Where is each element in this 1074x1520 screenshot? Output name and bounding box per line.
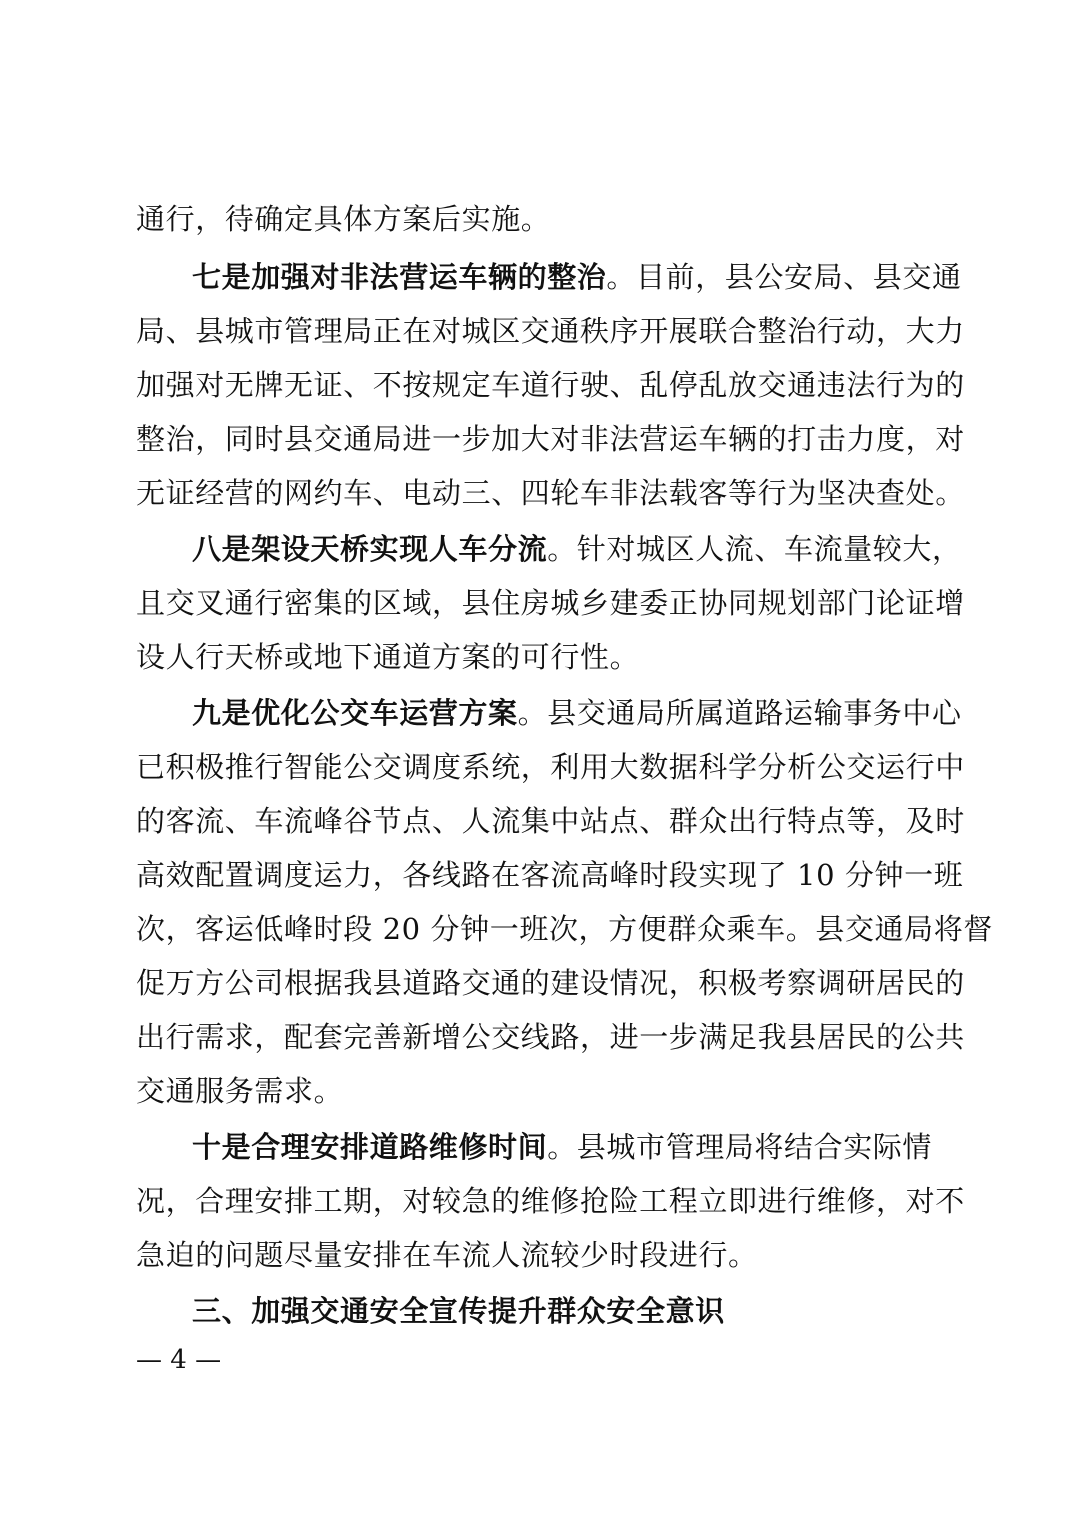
paragraph-lead: 九是优化公交车运营方案 [192,696,518,730]
line-text: 且交叉通行密集的区域，县住房城乡建委正协同规划部门论证增 [136,586,965,620]
body-line [136,1228,936,1282]
body-line [136,848,964,902]
paragraph-lead: 十是合理安排道路维修时间 [192,1130,548,1164]
body-line [136,630,936,684]
body-line [136,358,965,412]
line-text: 设人行天桥或地下通道方案的可行性。 [136,640,640,674]
paragraph-lead: 七是加强对非法营运车辆的整治 [192,260,607,294]
line-text: 况，合理安排工期，对较急的维修抢险工程立即进行维修，对不 [136,1184,965,1218]
line-text: 促万方公司根据我县道路交通的建设情况，积极考察调研居民的 [136,966,965,1000]
body-line [136,412,965,466]
body-line [136,794,965,848]
body-line [136,1010,965,1064]
line-text: 局、县城市管理局正在对城区交通秩序开展联合整治行动，大力 [136,314,965,348]
paragraph-start-line [192,686,962,740]
body-line [136,1174,965,1228]
line-text: 次，客运低峰时段 20 分钟一班次，方便群众乘车。县交通局将督 [136,912,993,946]
line-text: 整治，同时县交通局进一步加大对非法营运车辆的打击力度，对 [136,422,965,456]
line-text: 。县城市管理局将结合实际情 [547,1130,933,1164]
body-line [136,192,936,246]
paragraph-start-line [192,1120,936,1174]
line-text: 急迫的问题尽量安排在车流人流较少时段进行。 [136,1238,758,1272]
section-heading: 三、加强交通安全宣传提升群众安全意识 [192,1294,725,1328]
page-number: — 4 — [136,1345,222,1375]
paragraph-start-line [192,522,962,576]
line-text: 高效配置调度运力，各线路在客流高峰时段实现了 10 分钟一班 [136,858,964,892]
paragraph-start-line [192,250,962,304]
line-text: 。针对城区人流、车流量较大， [547,532,962,566]
body-line [136,1064,936,1118]
body-line [136,902,993,956]
line-text: 无证经营的网约车、电动三、四轮车非法载客等行为坚决查处。 [136,476,965,510]
line-text: 。县交通局所属道路运输事务中心 [517,696,962,730]
body-line [136,304,965,358]
body-line [136,956,965,1010]
body-line [136,576,965,630]
body-line [136,740,965,794]
line-text: 通行，待确定具体方案后实施。 [136,202,551,236]
line-text: 交通服务需求。 [136,1074,344,1108]
line-text: 加强对无牌无证、不按规定车道行驶、乱停乱放交通违法行为的 [136,368,965,402]
line-text: 出行需求，配套完善新增公交线路，进一步满足我县居民的公共 [136,1020,965,1054]
body-line [136,466,965,520]
line-text: 的客流、车流峰谷节点、人流集中站点、群众出行特点等，及时 [136,804,965,838]
line-text: 。目前，县公安局、县交通 [606,260,962,294]
line-text: 已积极推行智能公交调度系统，利用大数据科学分析公交运行中 [136,750,965,784]
paragraph-lead: 八是架设天桥实现人车分流 [192,532,548,566]
